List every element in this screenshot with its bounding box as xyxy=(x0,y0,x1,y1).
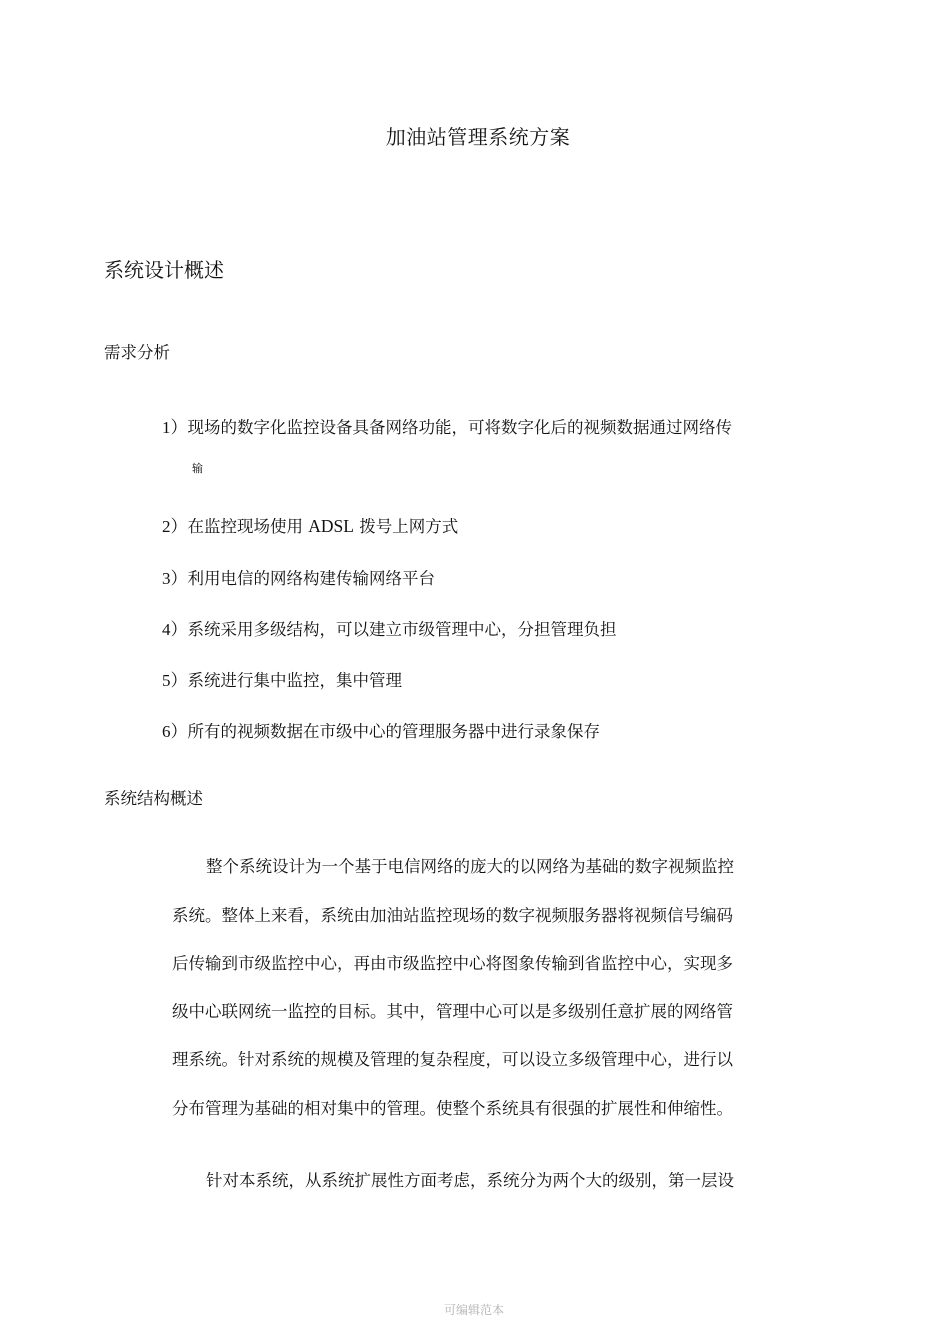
paragraph-line: 整个系统设计为一个基于电信网络的庞大的以网络为基础的数字视频监控 xyxy=(206,857,734,876)
list-item-text: 拨号上网方式 xyxy=(353,517,459,536)
list-item-number: 3） xyxy=(162,569,188,588)
list-item-number: 1） xyxy=(162,418,188,437)
paragraph-line: 级中心联网统一监控的目标。其中，管理中心可以是多级别任意扩展的网络管 xyxy=(172,1002,733,1021)
document-title: 加油站管理系统方案 xyxy=(385,125,571,149)
paragraph-line: 分布管理为基础的相对集中的管理。使整个系统具有很强的扩展性和伸缩性。 xyxy=(172,1099,733,1118)
list-item-number: 2） xyxy=(162,517,188,536)
paragraph-line: 后传输到市级监控中心，再由市级监控中心将图象传输到省监控中心，实现多 xyxy=(172,954,733,973)
list-item xyxy=(162,413,732,438)
list-item-number: 4） xyxy=(162,620,188,639)
list-item xyxy=(162,564,435,589)
list-item-text: 系统进行集中监控，集中管理 xyxy=(187,671,402,690)
list-item xyxy=(162,666,402,691)
list-item-term: ADSL xyxy=(308,516,354,536)
list-item-number: 6） xyxy=(162,722,188,741)
list-item-text: 在监控现场使用 xyxy=(187,517,309,536)
list-item-text: 所有的视频数据在市级中心的管理服务器中进行录象保存 xyxy=(187,722,600,741)
structure-heading: 系统结构概述 xyxy=(104,789,203,808)
paragraph-line: 理系统。针对系统的规模及管理的复杂程度，可以设立多级管理中心，进行以 xyxy=(172,1050,733,1069)
list-item-text: 利用电信的网络构建传输网络平台 xyxy=(187,569,435,588)
requirements-heading: 需求分析 xyxy=(104,343,170,362)
list-item xyxy=(162,512,458,537)
list-item xyxy=(162,615,617,640)
list-item-text: 现场的数字化监控设备具备网络功能，可将数字化后的视频数据通过网络传 xyxy=(187,418,732,437)
paragraph-line: 系统。整体上来看，系统由加油站监控现场的数字视频服务器将视频信号编码 xyxy=(172,906,733,925)
list-item xyxy=(162,717,600,742)
list-item-continuation: 输 xyxy=(192,462,203,475)
section-heading: 系统设计概述 xyxy=(104,258,224,282)
list-item-number: 5） xyxy=(162,671,188,690)
list-item-text: 系统采用多级结构，可以建立市级管理中心，分担管理负担 xyxy=(187,620,617,639)
page-footer: 可编辑范本 xyxy=(444,1303,505,1317)
paragraph-line: 针对本系统，从系统扩展性方面考虑，系统分为两个大的级别，第一层设 xyxy=(206,1171,734,1190)
